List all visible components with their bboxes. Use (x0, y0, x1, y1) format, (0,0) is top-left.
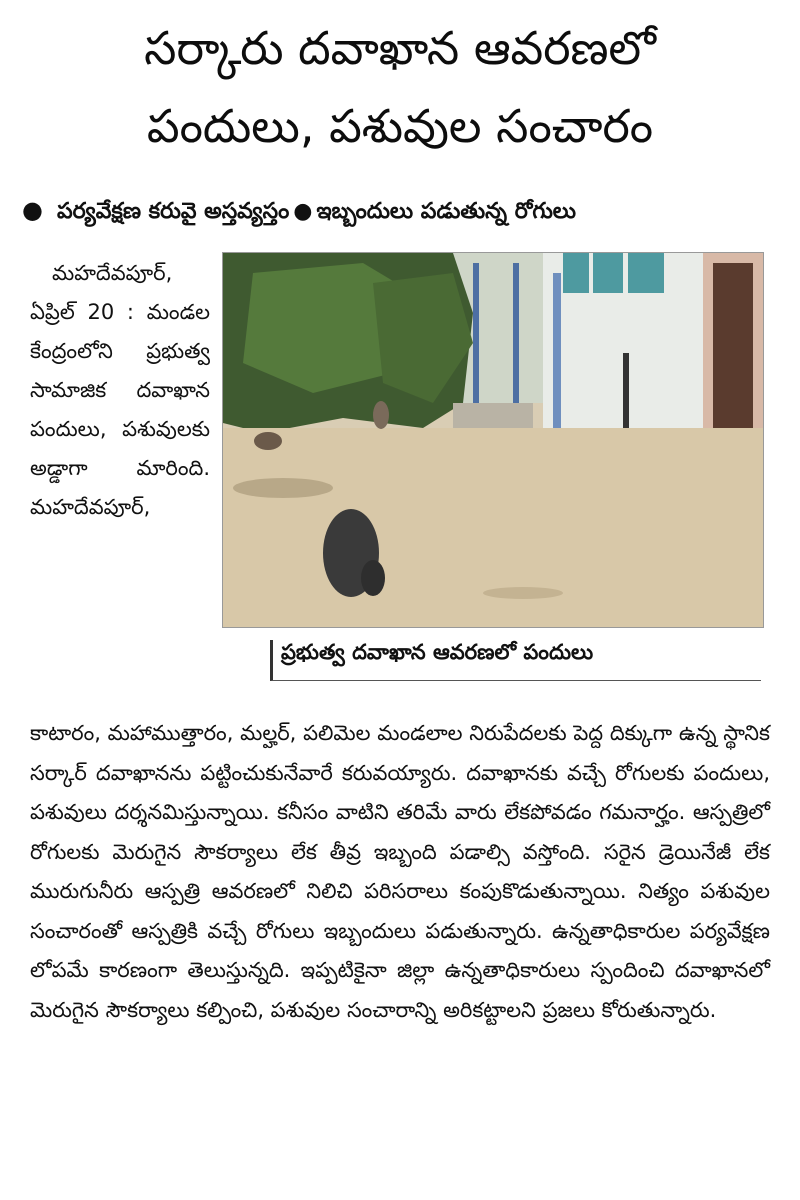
article-lead-column (30, 254, 210, 527)
subheadline-part-2: ఇబ్బందులు పడుతున్న రోగులు (316, 199, 577, 224)
photo-caption: ప్రభుత్వ దవాఖాన ఆవరణలో పందులు (270, 640, 761, 681)
news-photo (222, 252, 764, 628)
subheadline (22, 196, 782, 229)
bullet-separator-icon: ● (293, 199, 313, 224)
subheadline-part-1: పర్యవేక్షణ కరువై అస్తవ్యస్తం (56, 199, 290, 224)
headline-line-1: సర్కారు దవాఖాన ఆవరణలో (144, 21, 656, 75)
headline-line-2: పందులు, పశువుల సంచారం (146, 99, 654, 153)
article-lead: మహదేవపూర్, ఏప్రిల్ 20 : మండల కేంద్రంలోని ప్రభుత్వ సామాజిక దవాఖాన పందులు, పశువులకు అడ్డాగా మారింది. మహదేవపూర్, (30, 261, 210, 519)
article-body: కాటారం, మహాముత్తారం, మల్హర్, పలిమెల మండలాల నిరుపేదలకు పెద్ద దిక్కుగా ఉన్న స్థానిక సర్కార్ దవాఖానను పట్టించుకునేవారే కరువయ్యారు. దవాఖానకు వచ్చే రోగులకు పందులు, పశువులు దర్శనమిస్తున్నాయి. కనీసం వాటిని తరిమే వారు లేకపోవడం గమనార్హం. ఆస్పత్రిలో రోగులకు మెరుగైన సౌకర్యాలు లేక తీవ్ర ఇబ్బంది పడాల్సి వస్తోంది. సరైన డ్రెయినేజీ లేక మురుగునీరు ఆస్పత్రి ఆవరణలో నిలిచి పరిసరాలు కంపుకొడుతున్నాయి. నిత్యం పశువుల సంచారంతో ఆస్పత్రికి వచ్చే రోగులు ఇబ్బందులు పడుతున్నారు. ఉన్నతాధికారుల పర్యవేక్షణ లోపమే కారణంగా తెలుస్తున్నది. ఇప్పటికైనా జిల్లా ఉన్నతాధికారులు స్పందించి దవాఖానలో మెరుగైన సౌకర్యాలు కల్పించి, పశువుల సంచారాన్ని అరికట్టాలని ప్రజలు కోరుతున్నారు. (30, 721, 770, 1022)
bullet-icon: ● (22, 196, 43, 224)
article-body-column (30, 714, 770, 1030)
